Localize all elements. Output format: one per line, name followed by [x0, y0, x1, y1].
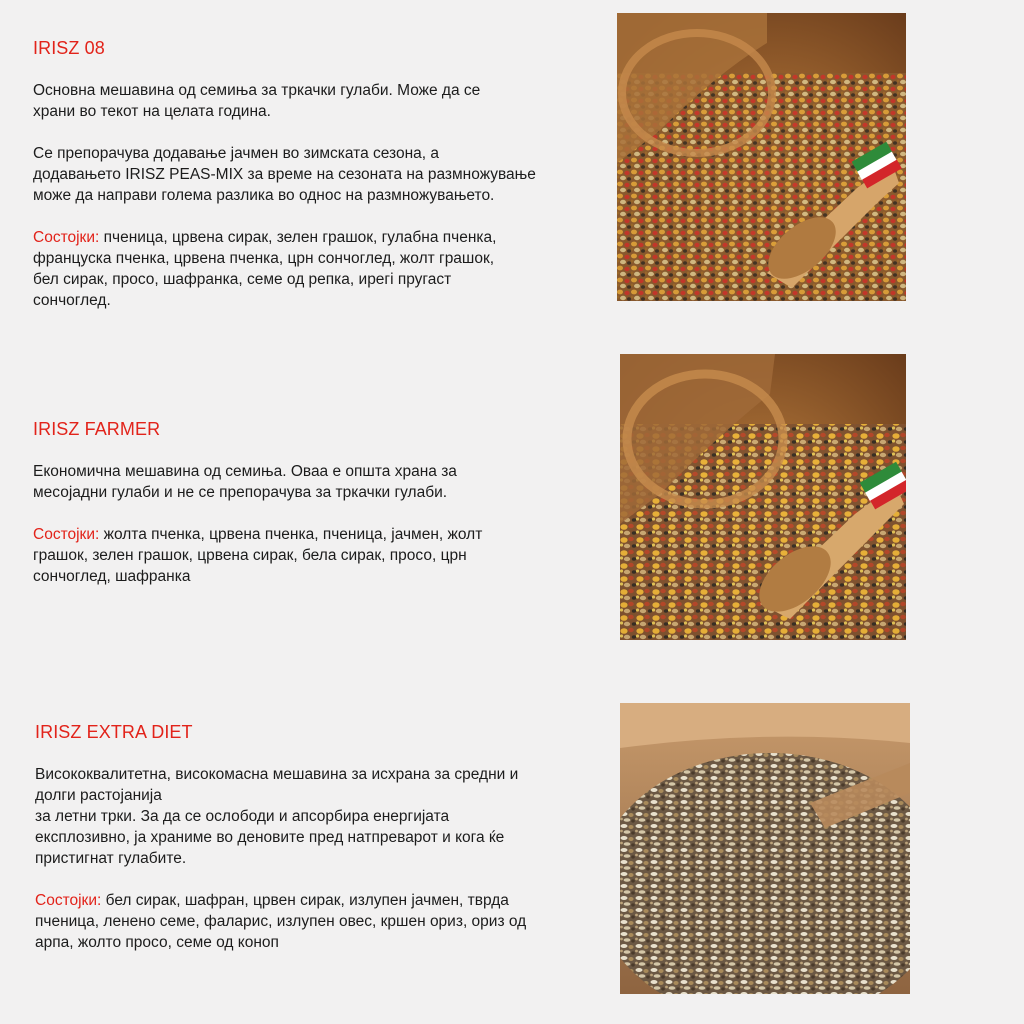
product-photo-seed-mix — [620, 703, 910, 994]
product-photo-seed-mix — [617, 13, 906, 301]
product-ingredients: Состојки: жолта пченка, црвена пченка, пченица, јачмен, жолт грашок, зелен грашок, црвена сирак, бела сирак, просо, црн сончоглед, шафранка — [33, 526, 483, 585]
product-title: IRISZ 08 — [33, 38, 105, 58]
product-description: Висококвалитетна, високомасна мешавина за исхрана за средни и долги растојанија за летни трки. За да се ослободи и апсорбира енергијата експлозивно, ја храниме во деновите пред натпреварот и кога ќе пристигнат гулабите. — [35, 766, 519, 867]
ingredients-label: Состојки: — [33, 229, 100, 246]
product-text — [35, 721, 555, 953]
product-description: Основна мешавина од семиња за тркачки гулаби. Може да се храни во текот на целата година. — [33, 82, 481, 120]
seed-mix-photo-graphic — [620, 354, 906, 640]
product-description: Економична мешавина од семиња. Оваа е општа храна за месојадни гулаби и не се препорачува за тркачки гулаби. — [33, 463, 457, 501]
product-title: IRISZ FARMER — [33, 419, 161, 439]
product-ingredients: Состојки: пченица, црвена сирак, зелен грашок, гулабна пченка, француска пченка, црвена пченка, црн сончоглед, жолт грашок, бел сирак, просо, шафранка, семе од репка, ирегi пругаст сончоглед. — [33, 229, 497, 309]
product-title: IRISZ EXTRA DIET — [35, 722, 193, 742]
product-ingredients: Состојки: бел сирак, шафран, црвен сирак, излупен јачмен, тврда пченица, ленено семе, фаларис, излупен овес, кршен ориз, ориз од арпа, жолто просо, семе од коноп — [35, 892, 527, 951]
ingredients-label: Состојки: — [35, 892, 102, 909]
seed-mix-photo-graphic — [617, 13, 906, 301]
product-text — [33, 418, 553, 587]
product-photo-seed-mix — [620, 354, 906, 640]
product-note: Се препорачува додавање јачмен во зимската сезона, а додавањето IRISZ PEAS-MIX за време на сезоната на размножување може да направи голема разлика во однос на размножувањето. — [33, 145, 536, 204]
seed-mix-photo-graphic — [620, 703, 910, 994]
ingredients-label: Состојки: — [33, 526, 100, 543]
product-text — [33, 37, 553, 311]
